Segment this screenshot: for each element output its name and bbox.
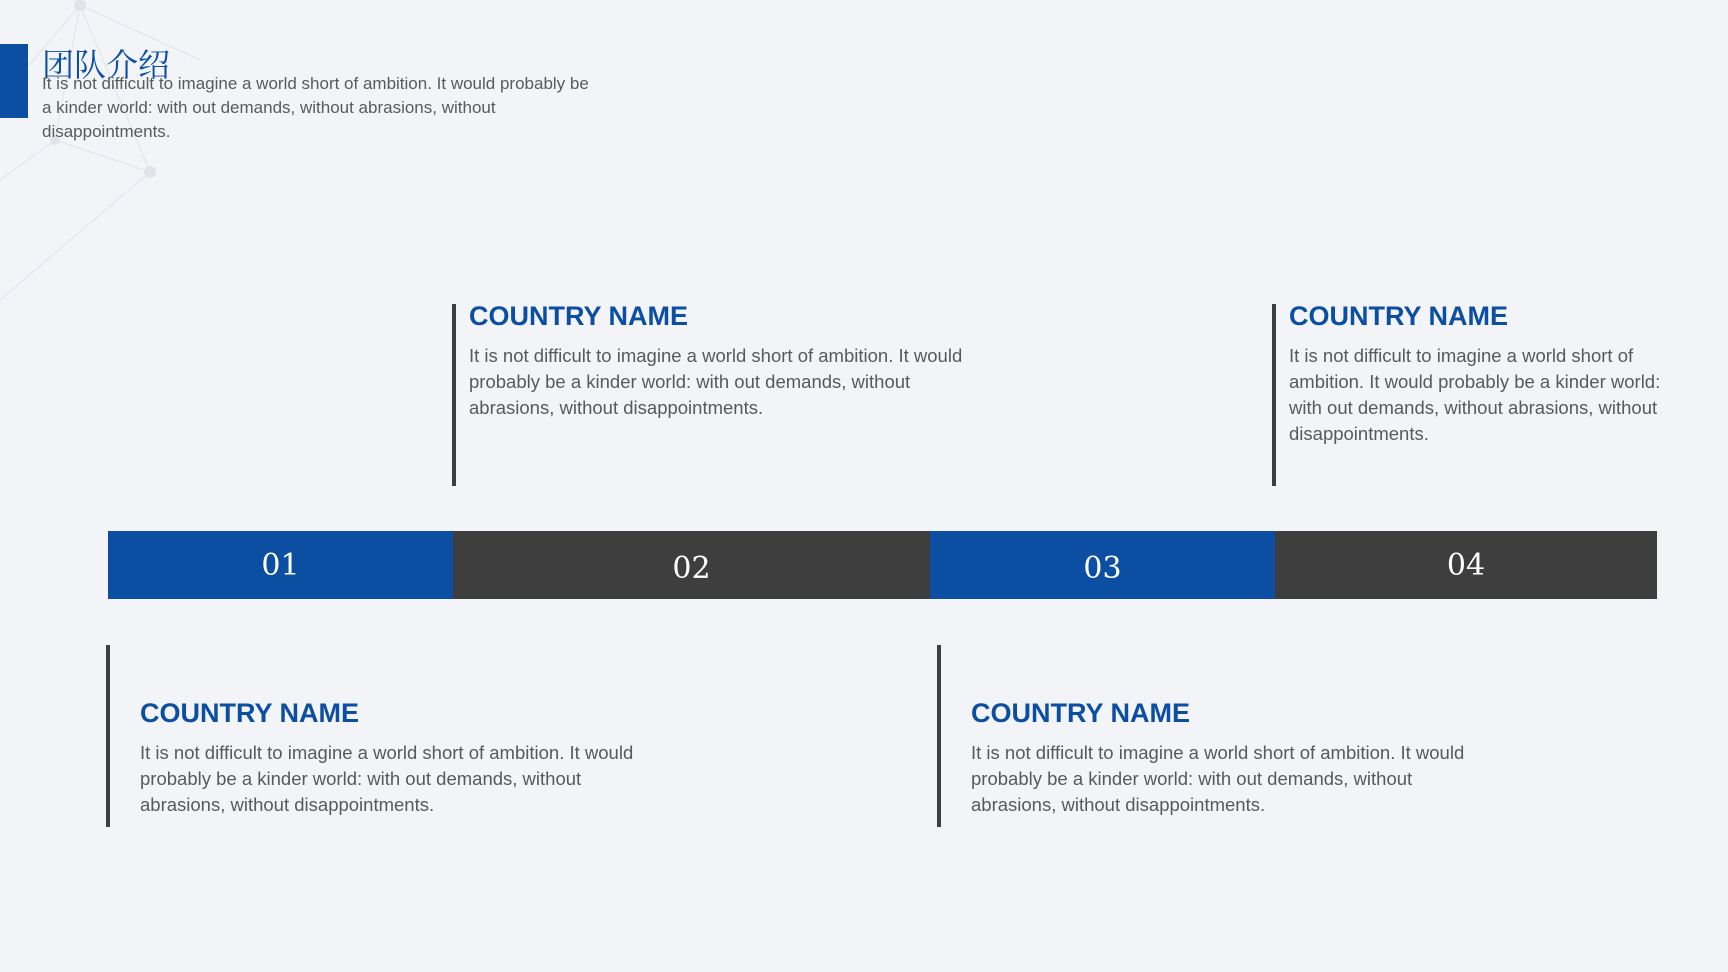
callout-01 bbox=[106, 645, 666, 827]
timeline-segment-03: 03 bbox=[930, 531, 1275, 599]
timeline-segment-01: 01 bbox=[108, 531, 453, 599]
page-subtitle: It is not difficult to imagine a world short of ambition. It would probably be a kinder world: with out demands, without abrasions, without disappointments. bbox=[42, 74, 589, 141]
timeline-segment-02: 02 bbox=[453, 531, 930, 599]
callout-04 bbox=[1272, 301, 1672, 486]
callout-title: COUNTRY NAME bbox=[140, 698, 360, 728]
callout-02 bbox=[452, 301, 972, 486]
callout-03 bbox=[937, 645, 1497, 827]
callout-title: COUNTRY NAME bbox=[469, 301, 689, 331]
timeline-bar bbox=[108, 531, 1657, 599]
callout-title: COUNTRY NAME bbox=[1289, 301, 1509, 331]
timeline-segment-04: 04 bbox=[1275, 531, 1657, 599]
callout-text: It is not difficult to imagine a world short of ambition. It would probably be a kinder world: with out demands, without abrasions, without disappointments. bbox=[1289, 345, 1661, 444]
callout-text: It is not difficult to imagine a world short of ambition. It would probably be a kinder world: with out demands, without abrasions, without disappointments. bbox=[971, 742, 1465, 815]
callout-text: It is not difficult to imagine a world short of ambition. It would probably be a kinder world: with out demands, without abrasions, without disappointments. bbox=[140, 742, 634, 815]
title-accent-bar bbox=[0, 44, 28, 118]
page-title: 团队介绍 bbox=[42, 46, 171, 84]
callout-title: COUNTRY NAME bbox=[971, 698, 1191, 728]
callout-text: It is not difficult to imagine a world short of ambition. It would probably be a kinder world: with out demands, without abrasions, without disappointments. bbox=[469, 345, 963, 418]
